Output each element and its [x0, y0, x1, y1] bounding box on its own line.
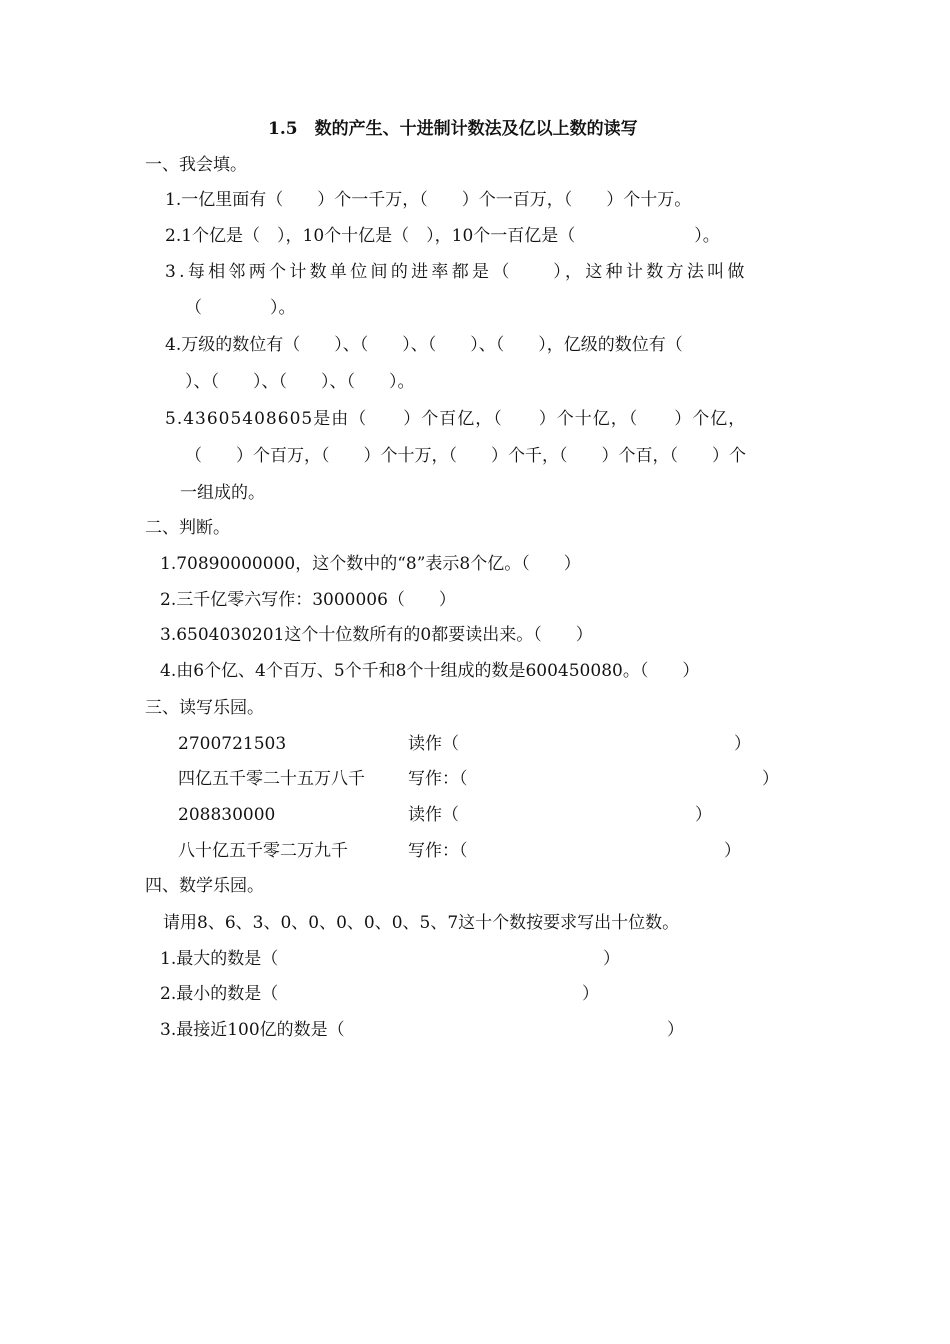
s4-question-2: 2.最小的数是（ — [160, 984, 279, 1004]
s2-question-4: 4.由6个亿、4个百万、5个千和8个十组成的数是600450080。（ ） — [160, 661, 700, 681]
s4-intro: 请用8、6、3、0、0、0、0、0、5、7这十个数按要求写出十位数。 — [163, 913, 680, 933]
s1-question-5-line-1: 5.43605408605是由（ ）个百亿，（ ）个十亿，（ ）个亿， — [165, 409, 747, 429]
s3-row-2-action: 写作：（ — [408, 769, 468, 789]
s3-row-4-close: ） — [724, 841, 741, 861]
s1-question-4-line-1: 4.万级的数位有（ ）、（ ）、（ ）、（ ），亿级的数位有（ — [165, 335, 683, 355]
section-3-heading: 三、读写乐园。 — [145, 698, 264, 718]
s1-question-5-line-3: 一组成的。 — [180, 483, 265, 503]
s1-question-5-line-2: （ ）个百万，（ ）个十万，（ ）个千，（ ）个百，（ ）个 — [185, 446, 746, 466]
s3-row-2-item: 四亿五千零二十五万八千 — [178, 769, 365, 789]
s3-row-4-action: 写作：（ — [408, 841, 468, 861]
s4-question-1-close: ） — [603, 949, 620, 969]
section-1-heading: 一、我会填。 — [145, 155, 247, 175]
s3-row-2-close: ） — [762, 769, 779, 789]
s3-row-1-action: 读作（ — [408, 734, 459, 754]
s4-question-3: 3.最接近100亿的数是（ — [160, 1020, 345, 1040]
s1-question-1: 1.一亿里面有（ ）个一千万，（ ）个一百万，（ ）个十万。 — [165, 190, 692, 210]
s4-question-1: 1.最大的数是（ — [160, 949, 279, 969]
s3-row-1-item: 2700721503 — [178, 734, 287, 754]
s4-question-3-close: ） — [667, 1020, 684, 1040]
section-4-heading: 四、数学乐园。 — [145, 876, 264, 896]
s4-question-2-close: ） — [582, 984, 599, 1004]
s1-question-3-line-2: （ ）。 — [185, 298, 296, 318]
s2-question-1: 1.70890000000，这个数中的“8”表示8个亿。（ ） — [160, 554, 581, 574]
s2-question-2: 2.三千亿零六写作：3000006（ ） — [160, 590, 456, 610]
s3-row-4-item: 八十亿五千零二万九千 — [178, 841, 348, 861]
s1-question-3-line-1: 3.每相邻两个计数单位间的进率都是（ ），这种计数方法叫做 — [165, 262, 748, 282]
s2-question-3: 3.6504030201这个十位数所有的0都要读出来。（ ） — [160, 625, 593, 645]
s3-row-3-close: ） — [695, 805, 712, 825]
page-title: 1.5 数的产生、十进制计数法及亿以上数的读写 — [268, 119, 638, 139]
s3-row-3-item: 208830000 — [178, 805, 276, 825]
section-2-heading: 二、判断。 — [145, 518, 230, 538]
s3-row-1-close: ） — [734, 734, 751, 754]
s1-question-4-line-2: ）、（ ）、（ ）、（ ）。 — [185, 372, 415, 392]
s1-question-2: 2.1个亿是（ ），10个十亿是（ ），10个一百亿是（ ）。 — [165, 226, 720, 246]
s3-row-3-action: 读作（ — [408, 805, 459, 825]
